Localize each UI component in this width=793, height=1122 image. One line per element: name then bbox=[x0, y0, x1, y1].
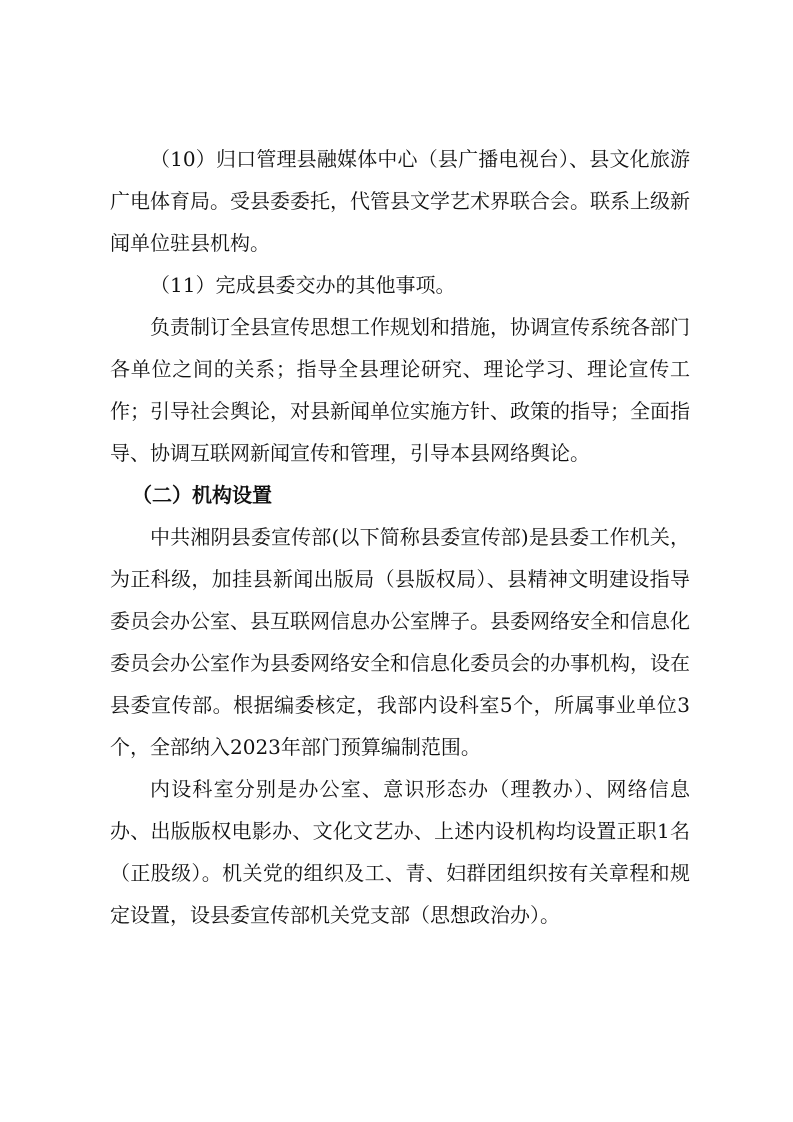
paragraph-responsibilities: 负责制订全县宣传思想工作规划和措施，协调宣传系统各部门各单位之间的关系；指导全县理论研究、理论学习、理论宣传工作；引导社会舆论，对县新闻单位实施方针、政策的指导；全面指导、协调互联网新闻宣传和管理，引导本县网络舆论。 bbox=[110, 315, 690, 465]
paragraph-item-11: （11）完成县委交办的其他事项。 bbox=[150, 273, 456, 297]
paragraph-organization: 中共湘阴县委宣传部(以下简称县委宣传部)是县委工作机关，为正科级，加挂县新闻出版局（县版权局）、县精神文明建设指导委员会办公室、县互联网信息办公室牌子。县委网络安全和信息化委员会办公室作为县委网络安全和信息化委员会的办事机构，设在县委宣传部。根据编委核定，我部内设科室5个，所属事业单位3个，全部纳入2023年部门预算编制范围。 bbox=[110, 525, 690, 759]
paragraph-departments: 内设科室分别是办公室、意识形态办（理教办）、网络信息办、出版版权电影办、文化文艺办、上述内设机构均设置正职1名（正股级）。机关党的组织及工、青、妇群团组织按有关章程和规定设置，设县委宣传部机关党支部（思想政治办）。 bbox=[110, 777, 690, 927]
section-heading: （二）机构设置 bbox=[132, 483, 272, 507]
document-body bbox=[110, 138, 690, 936]
paragraph-item-10: （10）归口管理县融媒体中心（县广播电视台）、县文化旅游广电体育局。受县委委托，代管县文学艺术界联合会。联系上级新闻单位驻县机构。 bbox=[110, 147, 690, 255]
